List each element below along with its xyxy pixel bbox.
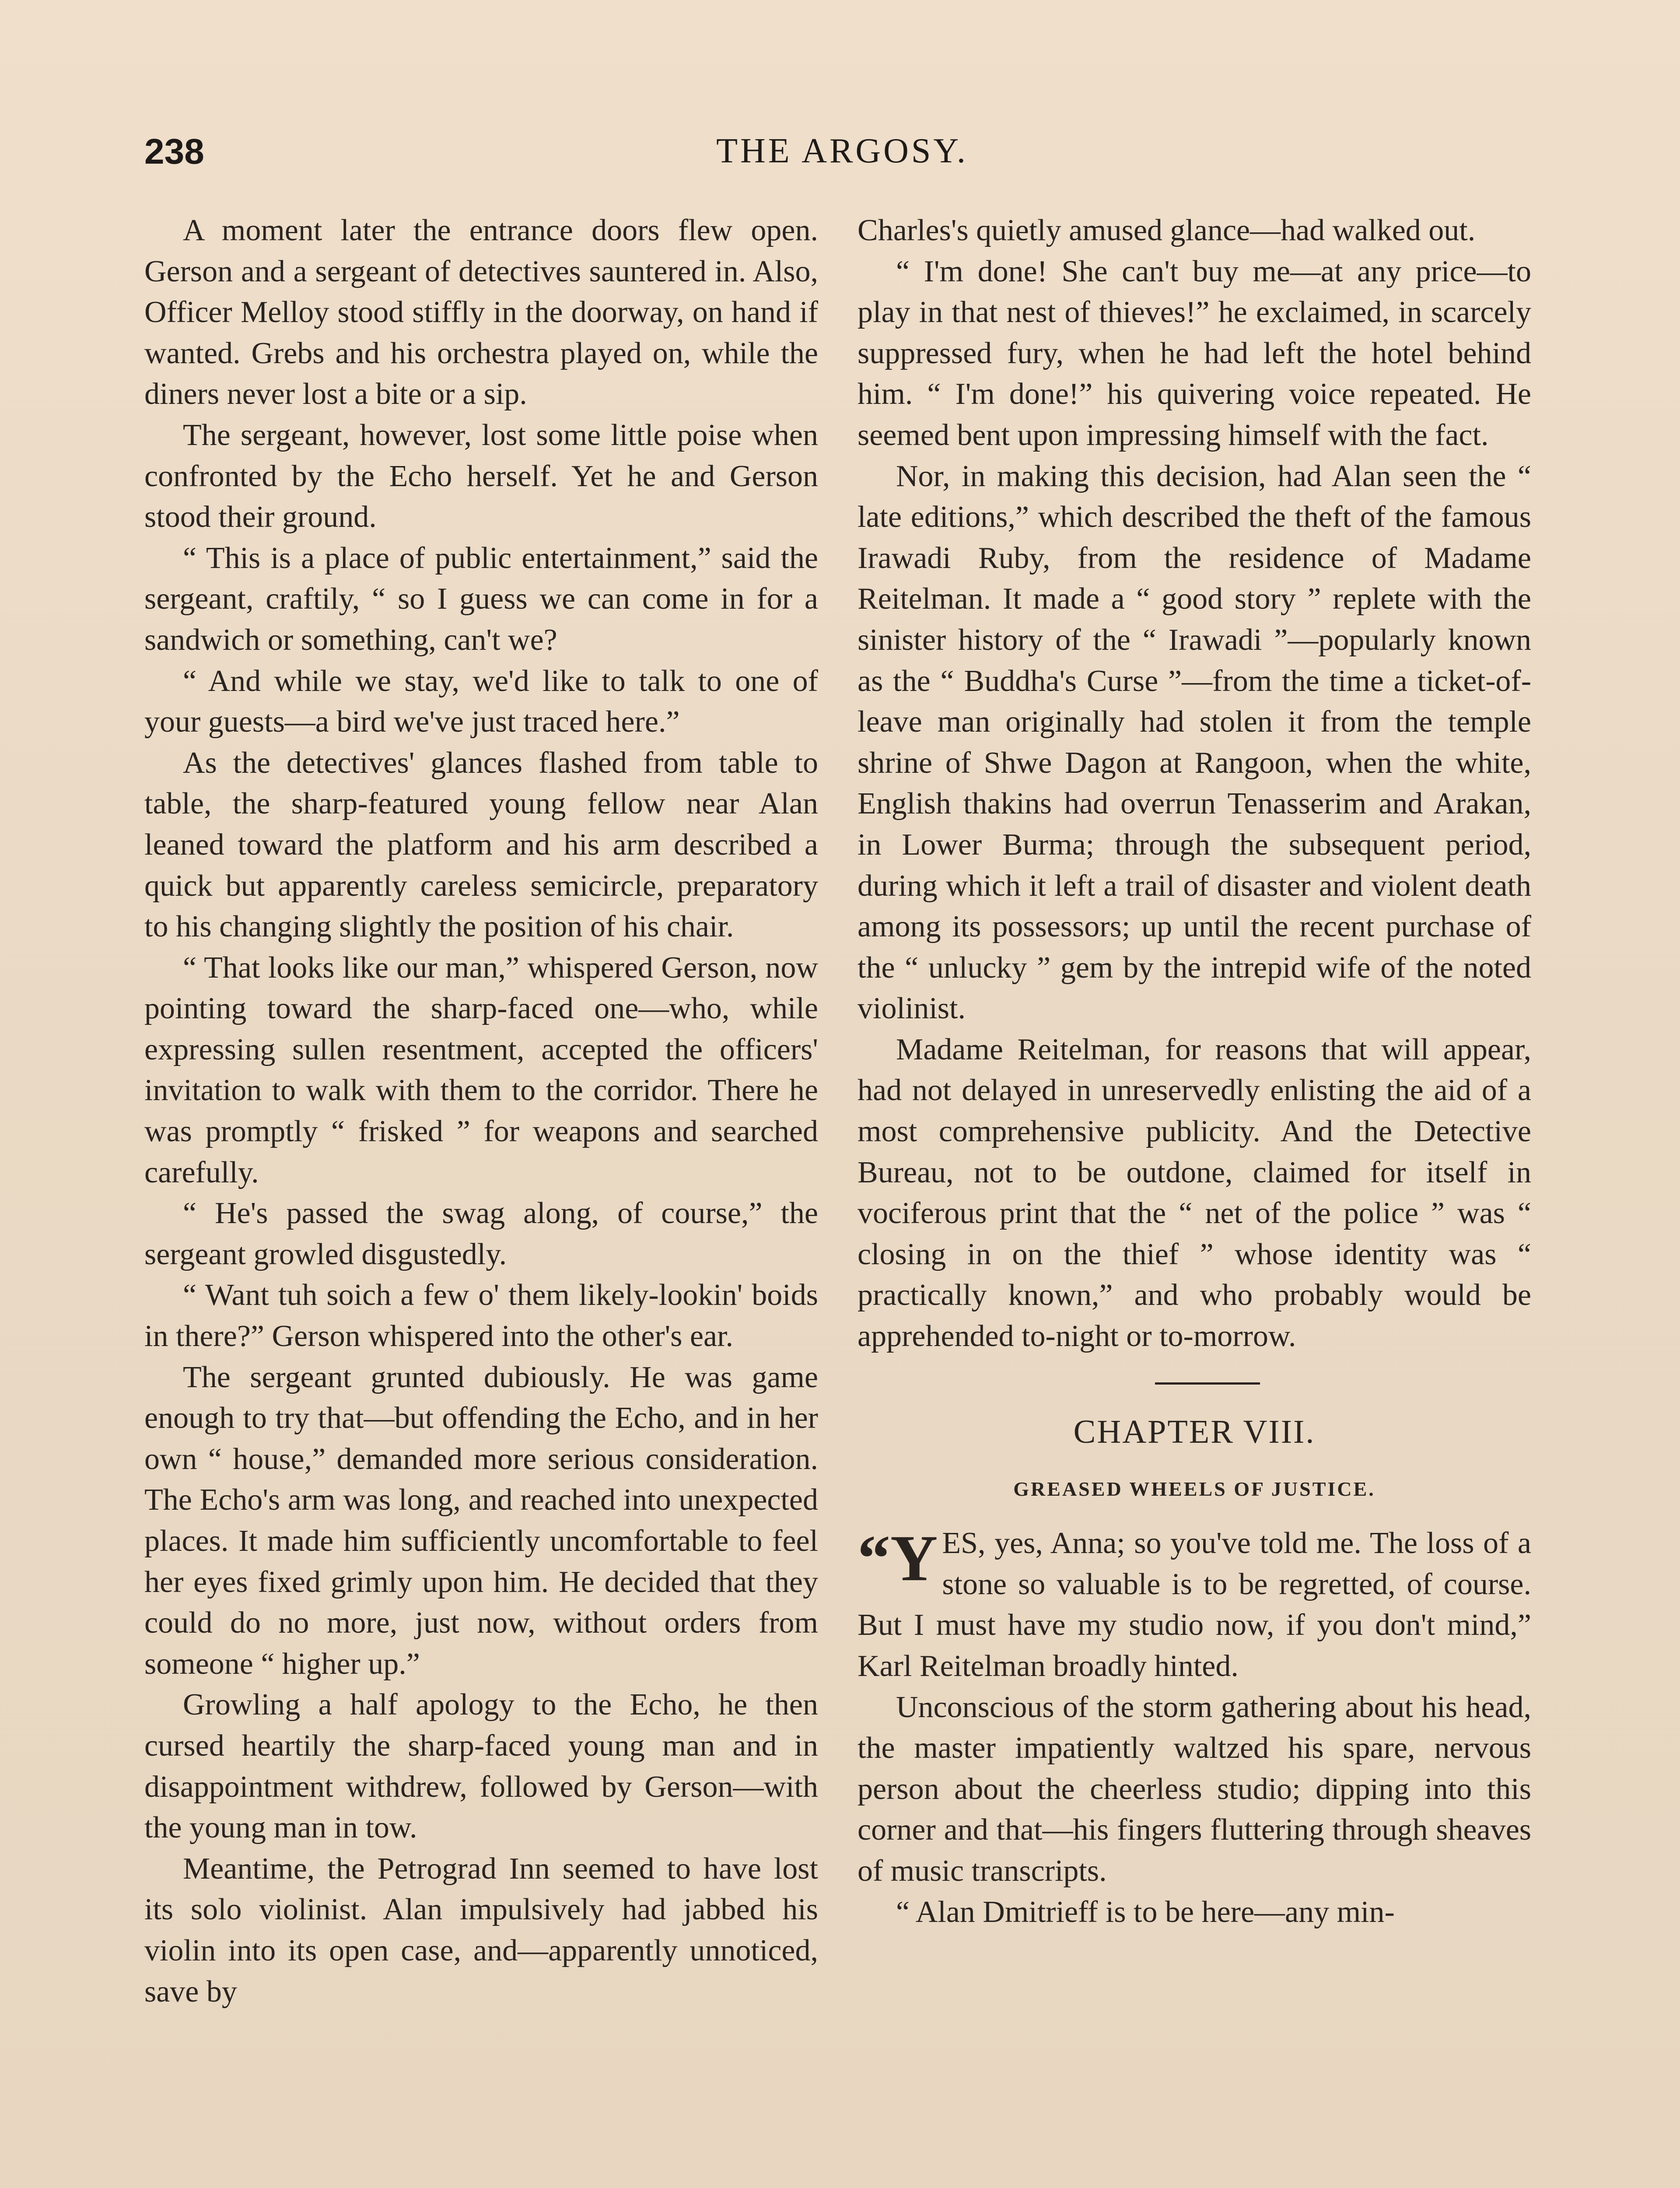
paragraph-continuation: Charles's quietly amused glance—had walked out. — [858, 214, 1476, 247]
paragraph: The sergeant, however, lost some little poise when confronted by the Echo herself. Yet he and Gerson stood their ground. — [144, 418, 818, 534]
paragraph: Growling a half apology to the Echo, he then cursed heartily the sharp-faced young man and in disappointment withdrew, followed by Gerson—with the young man in tow. — [144, 1688, 818, 1845]
paragraph: “ And while we stay, we'd like to talk to one of your guests—a bird we've just traced here.” — [144, 664, 818, 739]
paragraph: “ He's passed the swag along, of course,” the sergeant growled disgustedly. — [144, 1196, 818, 1271]
drop-cap-letter: Y — [890, 1522, 938, 1595]
paragraph: “ Alan Dmitrieff is to be here—any min- — [896, 1895, 1395, 1929]
drop-cap — [858, 1522, 938, 1595]
paragraph: Meantime, the Petrograd Inn seemed to have lost its solo violinist. Alan impulsively had jabbed his violin into its open case, and—apparently unnoticed, save by — [144, 1851, 818, 2009]
paragraph: A moment later the entrance doors flew open. Gerson and a sergeant of detectives sauntered in. Also, Officer Melloy stood stiffly in the doorway, on hand if wanted. Grebs and his orchestra played on, while the diners never lost a bite or a sip. — [144, 214, 818, 411]
page-number: 238 — [144, 132, 204, 172]
paragraph: As the detectives' glances flashed from table to table, the sharp-featured young fellow near Alan leaned toward the platform and his arm described a quick but apparently careless semicircle, preparatory to his changing slightly the position of his chair. — [144, 746, 818, 944]
chapter-opening-paragraph — [858, 1523, 1531, 1687]
paragraph: Unconscious of the storm gathering about his head, the master impatiently waltzed his spare, nervous person about the cheerless studio; dipping into this corner and that—his fingers fluttering through sheaves of music transcripts. — [858, 1690, 1531, 1888]
opening-text: ES, yes, Anna; so you've told me. The loss of a stone so valuable is to be regretted, of course. But I must have my studio now, if you don't mind,” Karl Reitelman broadly hinted. — [858, 1526, 1531, 1683]
chapter-subtitle: GREASED WHEELS OF JUSTICE. — [1013, 1478, 1376, 1501]
chapter-divider — [858, 1357, 1531, 1398]
paragraph: “ That looks like our man,” whispered Gerson, now pointing toward the sharp-faced one—who, while expressing sullen resentment, accepted the officers' invitation to walk with them to the corridor. There he was promptly “ frisked ” for weapons and searched carefully. — [144, 950, 818, 1189]
drop-cap-open-quote: “ — [858, 1522, 890, 1595]
paragraph: “ I'm done! She can't buy me—at any price—to play in that nest of thieves!” he exclaimed, in scarcely suppressed fury, when he had left the hotel behind him. “ I'm done!” his quivering voice repeated. He seemed bent upon impressing himself with the fact. — [858, 254, 1531, 452]
paragraph: Nor, in making this decision, had Alan seen the “ late editions,” which described the theft of the famous Irawadi Ruby, from the residence of Madame Reitelman. It made a “ good story ” replete with the sinister history of the “ Irawadi ”—popularly known as the “ Buddha's Curse ”—from the time a ticket-of-leave man originally had stolen it from the temple shrine of Shwe Dagon at Rangoon, when the white, English thakins had overrun Tenasserim and Arakan, in Lower Burma; through the subsequent period, during which it left a trail of disaster and violent death among its possessors; up until the recent purchase of the “ unlucky ” gem by the intrepid wife of the noted violinist. — [858, 459, 1531, 1026]
paragraph: “ This is a place of public entertainment,” said the sergeant, craftily, “ so I guess we can come in for a sandwich or something, can't we? — [144, 541, 818, 657]
paragraph: “ Want tuh soich a few o' them likely-lookin' boids in there?” Gerson whispered into the other's ear. — [144, 1278, 818, 1353]
chapter-title: CHAPTER VIII. — [1073, 1413, 1316, 1451]
running-head: THE ARGOSY. — [716, 132, 968, 170]
paragraph: Madame Reitelman, for reasons that will appear, had not delayed in unreservedly enlisting the aid of a most comprehensive publicity. And the Detective Bureau, not to be outdone, claimed for itself in vociferous print that the “ net of the police ” was “ closing in on the thief ” whose identity was “ practically known,” and who probably would be apprehended to-night or to-morrow. — [858, 1032, 1531, 1353]
right-column — [858, 210, 1531, 1932]
page-header — [144, 131, 1540, 184]
paragraph: The sergeant grunted dubiously. He was game enough to try that—but offending the Echo, and in her own “ house,” demanded more serious consideration. The Echo's arm was long, and reached into unexpected places. It made him sufficiently uncomfortable to feel her eyes fixed grimly upon him. He decided that they could do no more, just now, without orders from someone “ higher up.” — [144, 1360, 818, 1681]
left-column — [144, 210, 818, 2012]
